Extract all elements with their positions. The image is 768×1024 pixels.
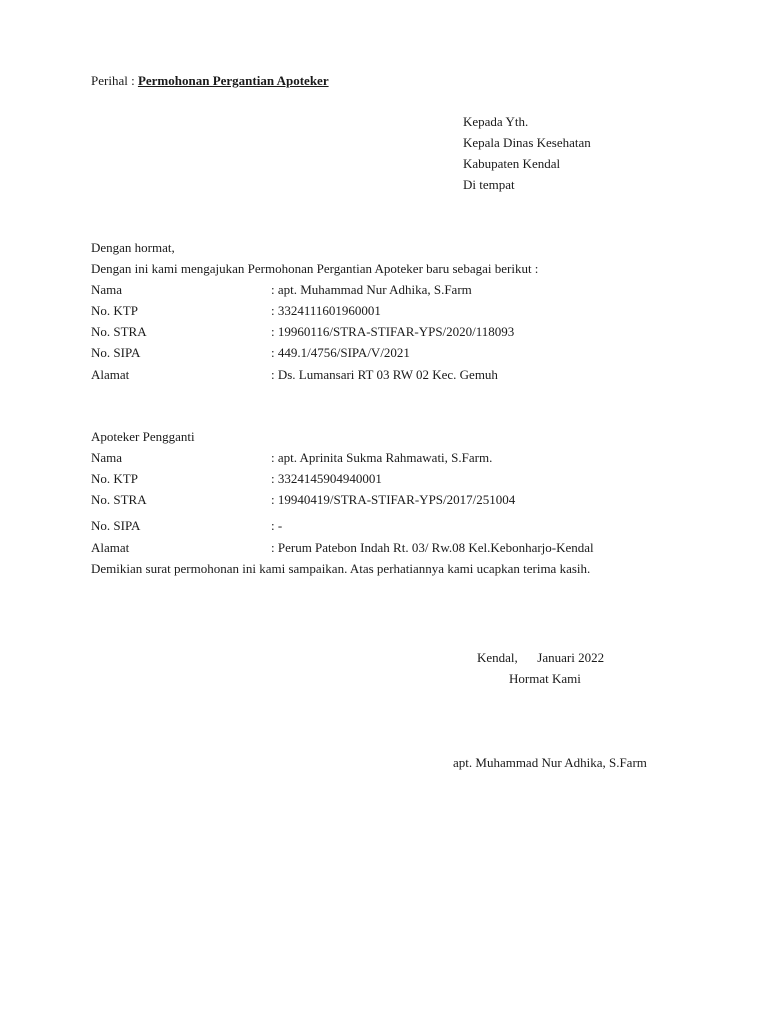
replacement-heading: Apoteker Pengganti: [91, 429, 195, 444]
replacement-sipa-value: : -: [271, 518, 283, 533]
closing-text: Demikian surat permohonan ini kami sampaikan. Atas perhatiannya kami ucapkan terima kasih.: [91, 561, 591, 576]
replacement-nama-value: : apt. Aprinita Sukma Rahmawati, S.Farm.: [271, 450, 493, 465]
subject-label: Perihal :: [91, 73, 138, 88]
replacement-stra-value: : 19940419/STRA-STIFAR-YPS/2017/251004: [271, 492, 516, 507]
current-ktp-label: No. KTP: [91, 303, 138, 318]
greeting: Dengan hormat,: [91, 240, 175, 255]
replacement-alamat-value: : Perum Patebon Indah Rt. 03/ Rw.08 Kel.Kebonharjo-Kendal: [271, 540, 594, 555]
signatory-name: apt. Muhammad Nur Adhika, S.Farm: [453, 755, 647, 770]
replacement-stra-label: No. STRA: [91, 492, 147, 507]
recipient-line-3: Kabupaten Kendal: [463, 156, 561, 171]
current-sipa-value: : 449.1/4756/SIPA/V/2021: [271, 345, 410, 360]
current-alamat-value: : Ds. Lumansari RT 03 RW 02 Kec. Gemuh: [271, 367, 498, 382]
current-nama-label: Nama: [91, 282, 123, 297]
current-sipa-label: No. SIPA: [91, 345, 141, 360]
current-ktp-value: : 3324111601960001: [271, 303, 381, 318]
recipient-line-1: Kepada Yth.: [463, 114, 529, 129]
replacement-ktp-label: No. KTP: [91, 471, 138, 486]
intro-text: Dengan ini kami mengajukan Permohonan Pergantian Apoteker baru sebagai berikut :: [91, 261, 539, 276]
replacement-sipa-label: No. SIPA: [91, 518, 141, 533]
current-stra-value: : 19960116/STRA-STIFAR-YPS/2020/118093: [271, 324, 515, 339]
current-stra-label: No. STRA: [91, 324, 147, 339]
regards: Hormat Kami: [509, 671, 581, 686]
subject-title: Permohonan Pergantian Apoteker: [137, 73, 329, 88]
replacement-ktp-value: : 3324145904940001: [271, 471, 382, 486]
recipient-line-2: Kepala Dinas Kesehatan: [463, 135, 591, 150]
replacement-nama-label: Nama: [91, 450, 123, 465]
place-date: Kendal, Januari 2022: [477, 650, 605, 665]
current-nama-value: : apt. Muhammad Nur Adhika, S.Farm: [271, 282, 472, 297]
replacement-alamat-label: Alamat: [91, 540, 130, 555]
subject-line: [91, 73, 329, 89]
recipient-line-4: Di tempat: [463, 177, 515, 192]
current-alamat-label: Alamat: [91, 367, 130, 382]
